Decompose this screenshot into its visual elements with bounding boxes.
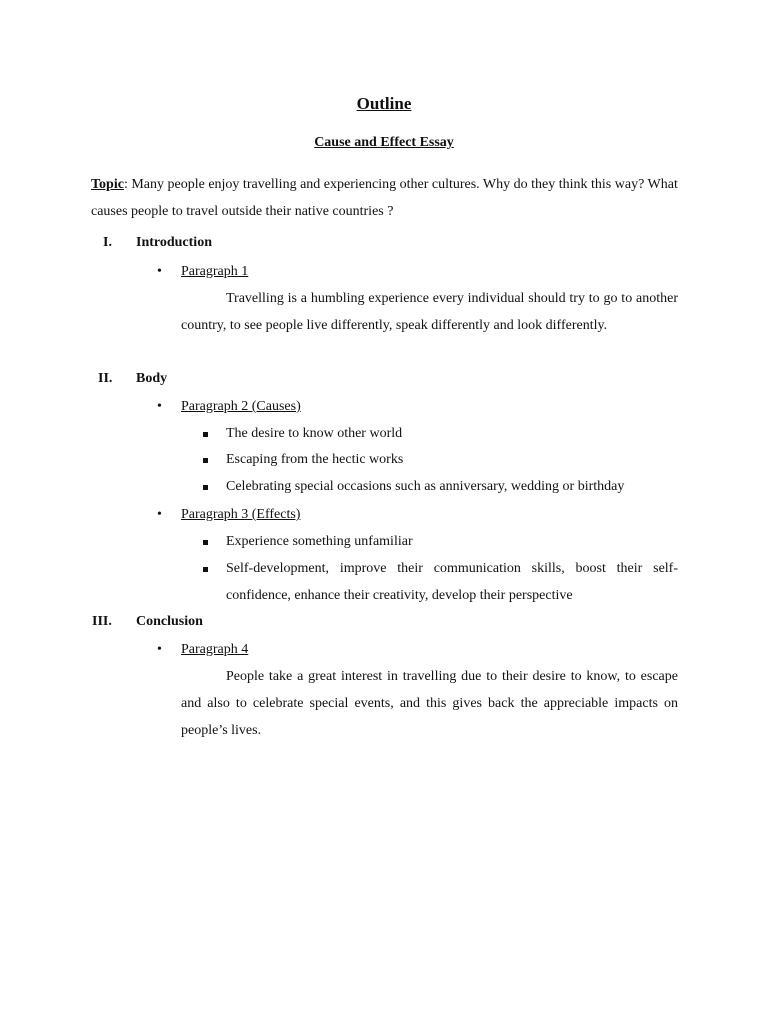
paragraph-4-label: Paragraph 4 (181, 642, 249, 657)
effect-item-1: Experience something unfamiliar (226, 534, 413, 549)
bullet-paragraph-2: • (157, 399, 162, 414)
square-bullet-cause-3 (203, 485, 208, 490)
bullet-paragraph-1: • (157, 264, 162, 279)
cause-item-3: Celebrating special occasions such as anniversary, wedding or birthday (226, 479, 625, 494)
section-numeral-3: III. (92, 614, 112, 629)
topic-text: : Many people enjoy travelling and experiencing other cultures. Why do they think this way? What causes people to travel outside their native countries ? (91, 177, 678, 219)
section-title-introduction: Introduction (136, 235, 212, 250)
cause-item-1: The desire to know other world (226, 426, 403, 441)
cause-item-2: Escaping from the hectic works (226, 452, 404, 467)
square-bullet-cause-1 (203, 432, 208, 437)
page-title: Outline (356, 94, 412, 113)
square-bullet-effect-1 (203, 540, 208, 545)
topic-label: Topic (91, 177, 124, 192)
square-bullet-cause-2 (203, 458, 208, 463)
section-title-body: Body (136, 371, 168, 386)
page-subtitle: Cause and Effect Essay (314, 135, 454, 150)
topic-paragraph (91, 171, 681, 225)
bullet-paragraph-4: • (157, 642, 162, 657)
paragraph-1-text: Travelling is a humbling experience every individual should try to go to another country, to see people live differently, speak differently and look differently. (181, 291, 678, 333)
bullet-paragraph-3: • (157, 507, 162, 522)
section-numeral-1: I. (103, 235, 112, 250)
paragraph-1-label: Paragraph 1 (181, 264, 249, 279)
paragraph-2-label: Paragraph 2 (Causes) (181, 399, 301, 414)
effect-item-2: Self-development, improve their communication skills, boost their self-confidence, enhance their creativity, develop their perspective (226, 561, 678, 603)
square-bullet-effect-2 (203, 567, 208, 572)
paragraph-4-text: People take a great interest in travelling due to their desire to know, to escape and also to celebrate special events, and this gives back the appreciable impacts on people’s lives. (181, 669, 678, 738)
section-title-conclusion: Conclusion (136, 614, 203, 629)
section-numeral-2: II. (98, 371, 113, 386)
paragraph-3-label: Paragraph 3 (Effects) (181, 507, 301, 522)
